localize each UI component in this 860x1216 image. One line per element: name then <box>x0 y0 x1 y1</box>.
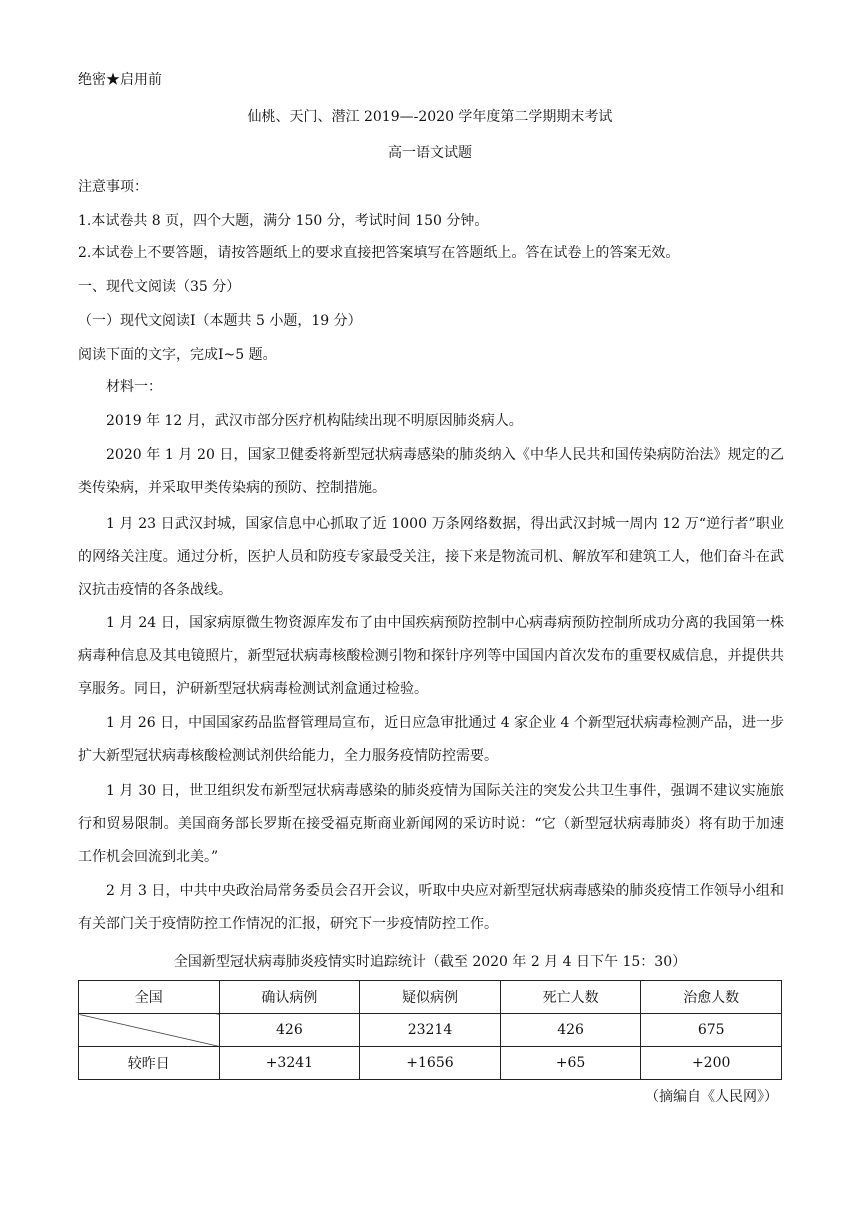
column-header: 疑似病例 <box>360 981 501 1014</box>
column-header: 治愈人数 <box>641 981 782 1014</box>
paragraph-7: 2 月 3 日，中共中央政治局常务委员会召开会议，听取中央应对新型冠状病毒感染的肺炎疫情工作领导小组和有关部门关于疫情防控工作情况的汇报，研究下一步疫情防控工作。 <box>78 883 784 932</box>
reading-instruction: 阅读下面的文字，完成Ⅰ~5 题。 <box>78 347 277 363</box>
table-cell: 23214 <box>360 1014 501 1047</box>
notice-heading: 注意事项： <box>78 179 148 195</box>
notice-item-1: 1.本试卷共 8 页，四个大题，满分 150 分，考试时间 150 分钟。 <box>78 213 489 229</box>
table-cell: +200 <box>641 1047 782 1080</box>
paragraph-5: 1 月 26 日，中国国家药品监督管理局宣布，近日应急审批通过 4 家企业 4 个新型冠状病毒检测产品，进一步扩大新型冠状病毒核酸检测试剂供给能力，全力服务疫情防控需要。 <box>78 715 784 764</box>
row-label: 较昨日 <box>79 1047 220 1080</box>
paragraph-6: 1 月 30 日，世卫组织发布新型冠状病毒感染的肺炎疫情为国际关注的突发公共卫生事件，强调不建议实施旅行和贸易限制。美国商务部长罗斯在接受福克斯商业新闻网的采访时说：“它（新型冠状病毒肺炎）将有助于加速工作机会回流到北美。” <box>78 783 784 865</box>
source-note: （摘编自《人民网》） <box>645 1089 778 1105</box>
paragraph-2: 2020 年 1 月 20 日，国家卫健委将新型冠状病毒感染的肺炎纳入《中华人民共和国传染病防治法》规定的乙类传染病，并采取甲类传染病的预防、控制措施。 <box>78 447 784 496</box>
paper-title: 高一语文试题 <box>388 145 472 161</box>
exam-title: 仙桃、天门、潜江 2019—-2020 学年度第二学期期末考试 <box>247 109 613 125</box>
table-cell: 426 <box>500 1014 641 1047</box>
paragraph-4: 1 月 24 日，国家病原微生物资源库发布了由中国疾病预防控制中心病毒病预防控制所成功分离的我国第一株病毒种信息及其电镜照片，新型冠状病毒核酸检测引物和探针序列等中国国内首次发布的重要权威信息，并提供共享服务。同日，沪研新型冠状病毒检测试剂盒通过检验。 <box>78 615 784 697</box>
column-header: 死亡人数 <box>500 981 641 1014</box>
table-row <box>79 1014 782 1047</box>
table-cell: +1656 <box>360 1047 501 1080</box>
table-caption: 全国新型冠状病毒肺炎疫情实时追踪统计（截至 2020 年 2 月 4 日下午 15：30） <box>173 954 687 970</box>
table-cell: +65 <box>500 1047 641 1080</box>
table-header-row <box>79 981 782 1014</box>
paragraph-3: 1 月 23 日武汉封城，国家信息中心抓取了近 1000 万条网络数据，得出武汉封城一周内 12 万“逆行者”职业的网络关注度。通过分析，医护人员和防疫专家最受关注，接下来是物流司机、解放军和建筑工人，他们奋斗在武汉抗击疫情的各条战线。 <box>78 516 784 598</box>
table-cell: 426 <box>219 1014 360 1047</box>
part-title: 一、现代文阅读（35 分） <box>78 279 241 295</box>
table-cell: 675 <box>641 1014 782 1047</box>
material-label: 材料一： <box>106 379 162 395</box>
notice-item-2: 2.本试卷上不要答题，请按答题纸上的要求直接把答案填写在答题纸上。答在试卷上的答案无效。 <box>78 245 680 261</box>
paragraph-1: 2019 年 12 月，武汉市部分医疗机构陆续出现不明原因肺炎病人。 <box>106 413 523 429</box>
sub-title: （一）现代文阅读Ⅰ（本题共 5 小题，19 分） <box>78 313 362 329</box>
table-cell: +3241 <box>219 1047 360 1080</box>
column-header: 确认病例 <box>219 981 360 1014</box>
table-row <box>79 1047 782 1080</box>
diagonal-cell <box>79 1014 220 1047</box>
statistics-table <box>78 980 782 1080</box>
secret-mark: 绝密★启用前 <box>78 72 162 88</box>
table-corner-label: 全国 <box>79 981 220 1014</box>
